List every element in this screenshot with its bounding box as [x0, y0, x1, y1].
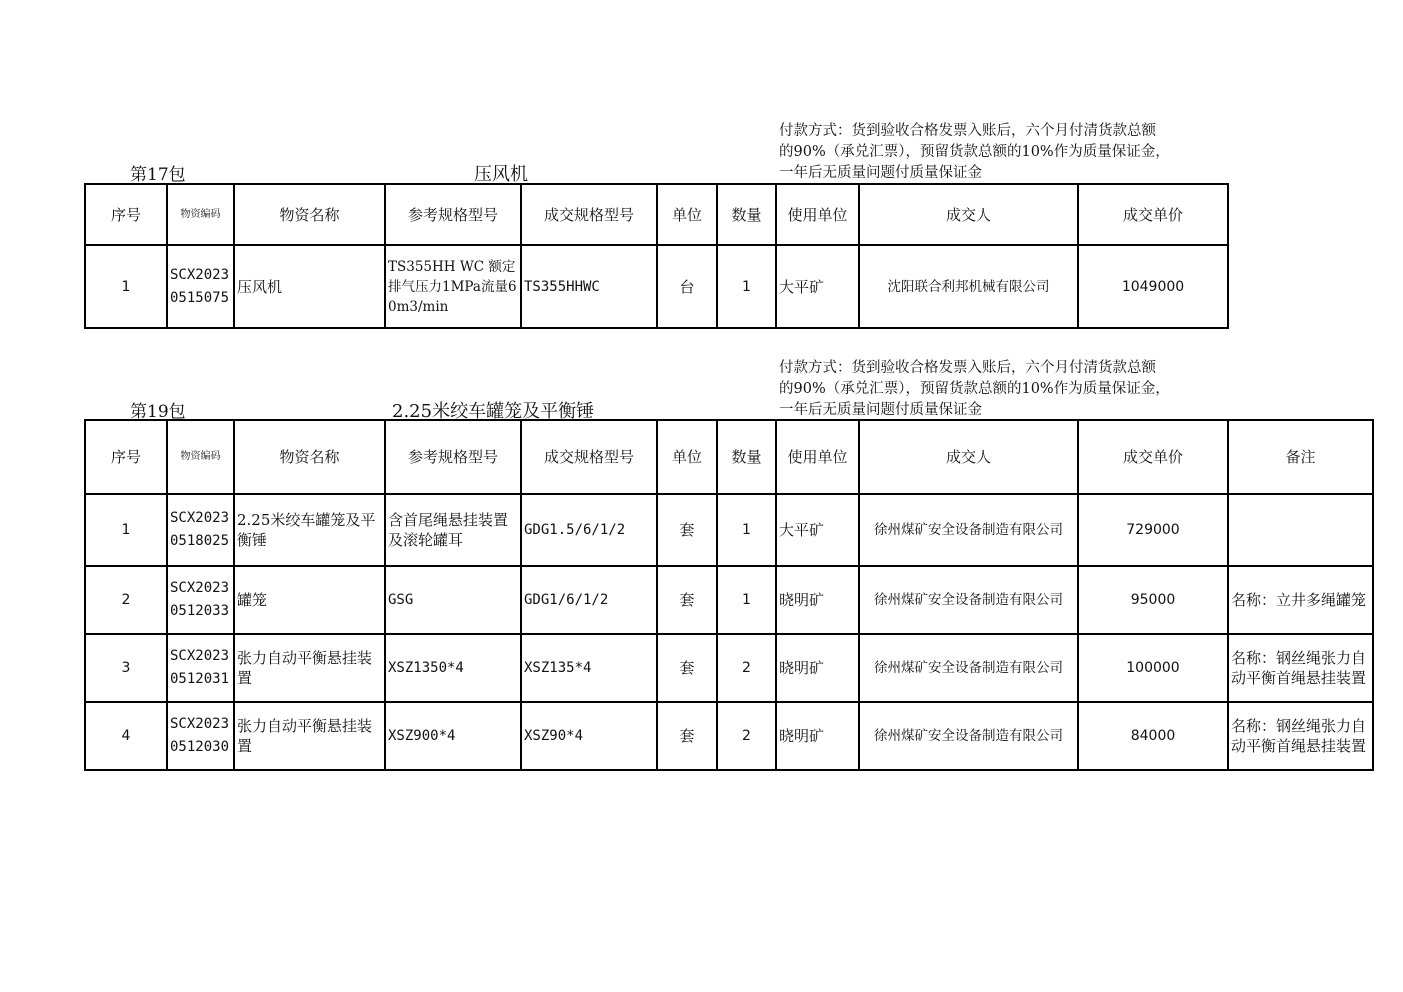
- cell-qty: 1: [717, 494, 776, 566]
- header-name: 物资名称: [234, 420, 385, 494]
- cell-supplier: 徐州煤矿安全设备制造有限公司: [859, 634, 1078, 702]
- header-remark: 备注: [1228, 420, 1373, 494]
- cell-seq: 1: [85, 245, 167, 328]
- cell-name: 张力自动平衡悬挂装置: [234, 634, 385, 702]
- cell-remark: 名称：立井多绳罐笼: [1228, 566, 1373, 634]
- cell-code: SCX20230518025: [167, 494, 234, 566]
- header-deal-spec: 成交规格型号: [521, 184, 657, 245]
- table-row: [85, 566, 1373, 634]
- package17-header-row: [85, 184, 1228, 245]
- cell-deal-spec: XSZ135*4: [521, 634, 657, 702]
- cell-code: SCX20230512033: [167, 566, 234, 634]
- cell-user-unit: 晓明矿: [776, 566, 859, 634]
- package19-title: 2.25米绞车罐笼及平衡锤: [392, 401, 595, 422]
- cell-seq: 4: [85, 702, 167, 770]
- cell-code: SCX20230512031: [167, 634, 234, 702]
- cell-unit: 台: [657, 245, 717, 328]
- cell-supplier: 徐州煤矿安全设备制造有限公司: [859, 494, 1078, 566]
- header-supplier: 成交人: [859, 420, 1078, 494]
- header-user-unit: 使用单位: [776, 420, 859, 494]
- package19-header-row: [85, 420, 1373, 494]
- cell-user-unit: 晓明矿: [776, 702, 859, 770]
- table-row: [85, 245, 1228, 328]
- cell-unit: 套: [657, 634, 717, 702]
- payment-note-package17: 付款方式：货到验收合格发票入账后，六个月付清货款总额 的90%（承兑汇票），预留货款总额的10%作为质量保证金， 一年后无质量问题付质量保证金: [779, 123, 1170, 181]
- header-code: 物资编码: [167, 420, 234, 494]
- header-supplier: 成交人: [859, 184, 1078, 245]
- cell-supplier: 徐州煤矿安全设备制造有限公司: [859, 566, 1078, 634]
- cell-price: 100000: [1078, 634, 1228, 702]
- cell-deal-spec: XSZ90*4: [521, 702, 657, 770]
- cell-remark: 名称：钢丝绳张力自动平衡首绳悬挂装置: [1228, 702, 1373, 770]
- cell-seq: 1: [85, 494, 167, 566]
- cell-price: 84000: [1078, 702, 1228, 770]
- cell-name: 罐笼: [234, 566, 385, 634]
- cell-name: 张力自动平衡悬挂装置: [234, 702, 385, 770]
- header-name: 物资名称: [234, 184, 385, 245]
- cell-name: 2.25米绞车罐笼及平衡锤: [234, 494, 385, 566]
- header-code: 物资编码: [167, 184, 234, 245]
- package17-label: 第17包: [130, 165, 186, 185]
- cell-ref-spec: GSG: [385, 566, 521, 634]
- payment-note-package19: 付款方式：货到验收合格发票入账后，六个月付清货款总额 的90%（承兑汇票），预留货款总额的10%作为质量保证金， 一年后无质量问题付质量保证金: [779, 360, 1170, 418]
- header-unit: 单位: [657, 420, 717, 494]
- header-ref-spec: 参考规格型号: [385, 184, 521, 245]
- cell-price: 729000: [1078, 494, 1228, 566]
- cell-user-unit: 晓明矿: [776, 634, 859, 702]
- table-row: [85, 634, 1373, 702]
- header-qty: 数量: [717, 184, 776, 245]
- header-price: 成交单价: [1078, 184, 1228, 245]
- cell-user-unit: 大平矿: [776, 245, 859, 328]
- cell-name: 压风机: [234, 245, 385, 328]
- cell-ref-spec: XSZ1350*4: [385, 634, 521, 702]
- cell-qty: 2: [717, 634, 776, 702]
- cell-supplier: 徐州煤矿安全设备制造有限公司: [859, 702, 1078, 770]
- table-row: [85, 494, 1373, 566]
- cell-price: 95000: [1078, 566, 1228, 634]
- cell-seq: 3: [85, 634, 167, 702]
- cell-user-unit: 大平矿: [776, 494, 859, 566]
- package19-table: [84, 419, 1374, 771]
- cell-unit: 套: [657, 566, 717, 634]
- cell-supplier: 沈阳联合利邦机械有限公司: [859, 245, 1078, 328]
- cell-ref-spec: XSZ900*4: [385, 702, 521, 770]
- header-user-unit: 使用单位: [776, 184, 859, 245]
- cell-deal-spec: GDG1/6/1/2: [521, 566, 657, 634]
- cell-ref-spec: 含首尾绳悬挂装置及滚轮罐耳: [385, 494, 521, 566]
- cell-qty: 1: [717, 245, 776, 328]
- header-seq: 序号: [85, 420, 167, 494]
- cell-seq: 2: [85, 566, 167, 634]
- cell-price: 1049000: [1078, 245, 1228, 328]
- cell-unit: 套: [657, 702, 717, 770]
- cell-remark: 名称：钢丝绳张力自动平衡首绳悬挂装置: [1228, 634, 1373, 702]
- table-row: [85, 702, 1373, 770]
- package17-table: [84, 183, 1229, 329]
- cell-deal-spec: TS355HHWC: [521, 245, 657, 328]
- cell-qty: 1: [717, 566, 776, 634]
- header-price: 成交单价: [1078, 420, 1228, 494]
- header-seq: 序号: [85, 184, 167, 245]
- cell-code: SCX20230515075: [167, 245, 234, 328]
- cell-deal-spec: GDG1.5/6/1/2: [521, 494, 657, 566]
- header-deal-spec: 成交规格型号: [521, 420, 657, 494]
- cell-code: SCX20230512030: [167, 702, 234, 770]
- cell-qty: 2: [717, 702, 776, 770]
- cell-ref-spec: TS355HH WC 额定排气压力1MPa流量60m3/min: [385, 245, 521, 328]
- header-qty: 数量: [717, 420, 776, 494]
- header-ref-spec: 参考规格型号: [385, 420, 521, 494]
- package17-title: 压风机: [474, 164, 528, 185]
- header-unit: 单位: [657, 184, 717, 245]
- cell-remark: [1228, 494, 1373, 566]
- package19-label: 第19包: [130, 402, 186, 422]
- cell-unit: 套: [657, 494, 717, 566]
